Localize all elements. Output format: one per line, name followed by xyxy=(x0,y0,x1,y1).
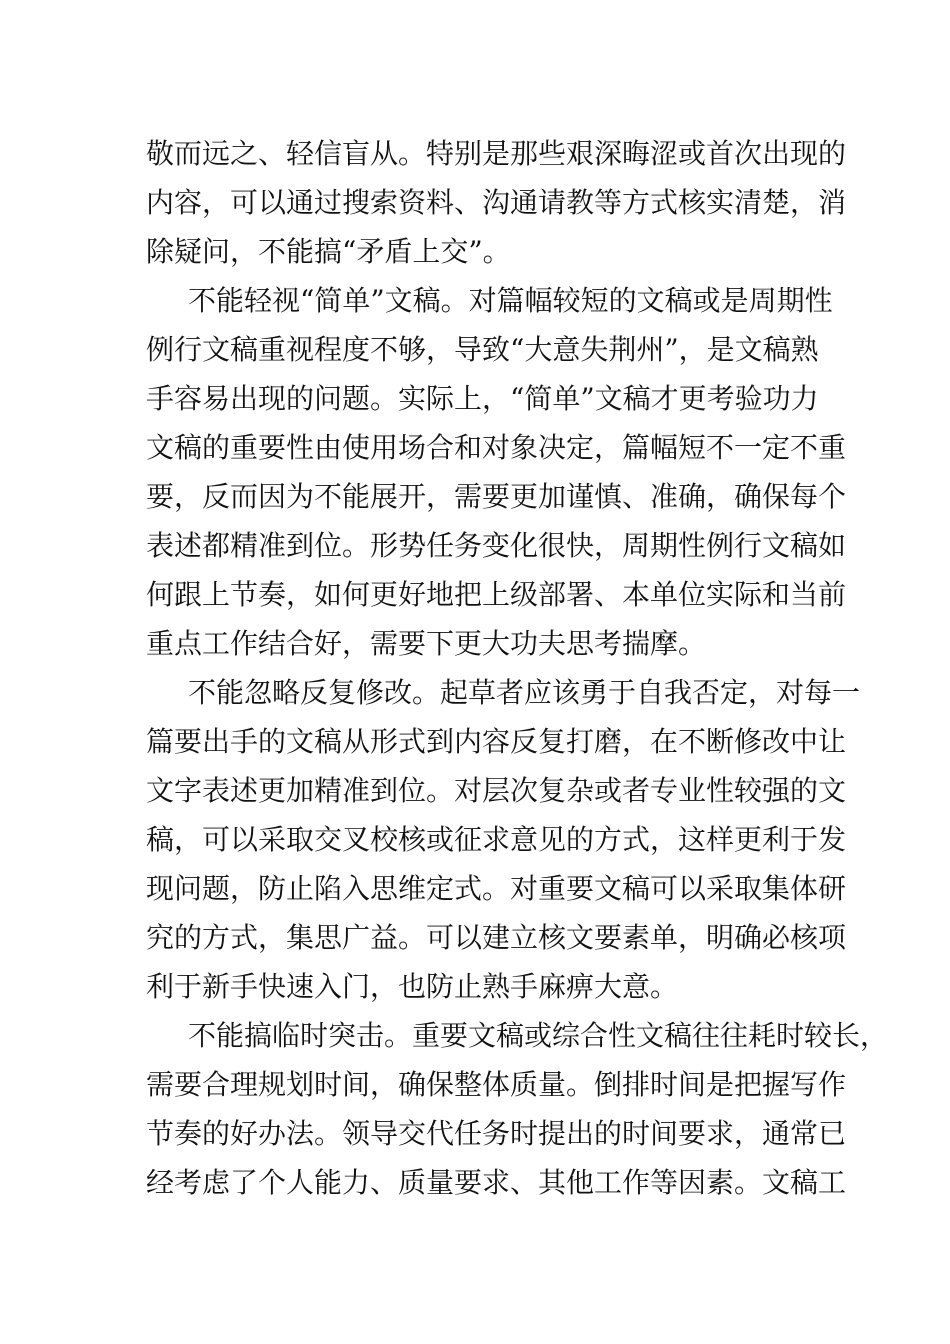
text-line: 表述都精准到位。形势任务变化很快，周期性例行文稿如 xyxy=(146,529,847,562)
text-line: 文字表述更加精准到位。对层次复杂或者专业性较强的文 xyxy=(146,774,847,807)
paragraph-first-line: 不能轻视“简单”文稿。对篇幅较短的文稿或是周期性 xyxy=(188,284,833,317)
paragraph-first-line: 不能忽略反复修改。起草者应该勇于自我否定，对每一 xyxy=(188,676,861,709)
text-line: 利于新手快速入门，也防止熟手麻痹大意。 xyxy=(146,970,679,1003)
text-line: 需要合理规划时间，确保整体质量。倒排时间是把握写作 xyxy=(146,1068,847,1101)
text-line: 文稿的重要性由使用场合和对象决定，篇幅短不一定不重 xyxy=(146,431,847,464)
paragraph-first-line: 不能搞临时突击。重要文稿或综合性文稿往往耗时较长， xyxy=(188,1019,889,1052)
text-line: 手容易出现的问题。实际上，“简单”文稿才更考验功力 xyxy=(146,382,819,415)
text-line: 重点工作结合好，需要下更大功夫思考揣摩。 xyxy=(146,627,707,660)
text-line: 经考虑了个人能力、质量要求、其他工作等因素。文稿工 xyxy=(146,1166,847,1199)
text-line: 要，反而因为不能展开，需要更加谨慎、准确，确保每个 xyxy=(146,480,847,513)
text-line: 究的方式，集思广益。可以建立核文要素单，明确必核项 xyxy=(146,921,847,954)
text-line: 内容，可以通过搜索资料、沟通请教等方式核实清楚，消 xyxy=(146,186,847,219)
text-line: 敬而远之、轻信盲从。特别是那些艰深晦涩或首次出现的 xyxy=(146,137,847,170)
text-line: 稿，可以采取交叉校核或征求意见的方式，这样更利于发 xyxy=(146,823,847,856)
text-line: 节奏的好办法。领导交代任务时提出的时间要求，通常已 xyxy=(146,1117,847,1150)
body-text xyxy=(146,129,889,1207)
text-line: 除疑问，不能搞“矛盾上交”。 xyxy=(146,235,511,268)
text-line: 例行文稿重视程度不够，导致“大意失荆州”，是文稿熟 xyxy=(146,333,819,366)
text-line: 何跟上节奏，如何更好地把上级部署、本单位实际和当前 xyxy=(146,578,847,611)
text-line: 现问题，防止陷入思维定式。对重要文稿可以采取集体研 xyxy=(146,872,847,905)
text-line: 篇要出手的文稿从形式到内容反复打磨，在不断修改中让 xyxy=(146,725,847,758)
